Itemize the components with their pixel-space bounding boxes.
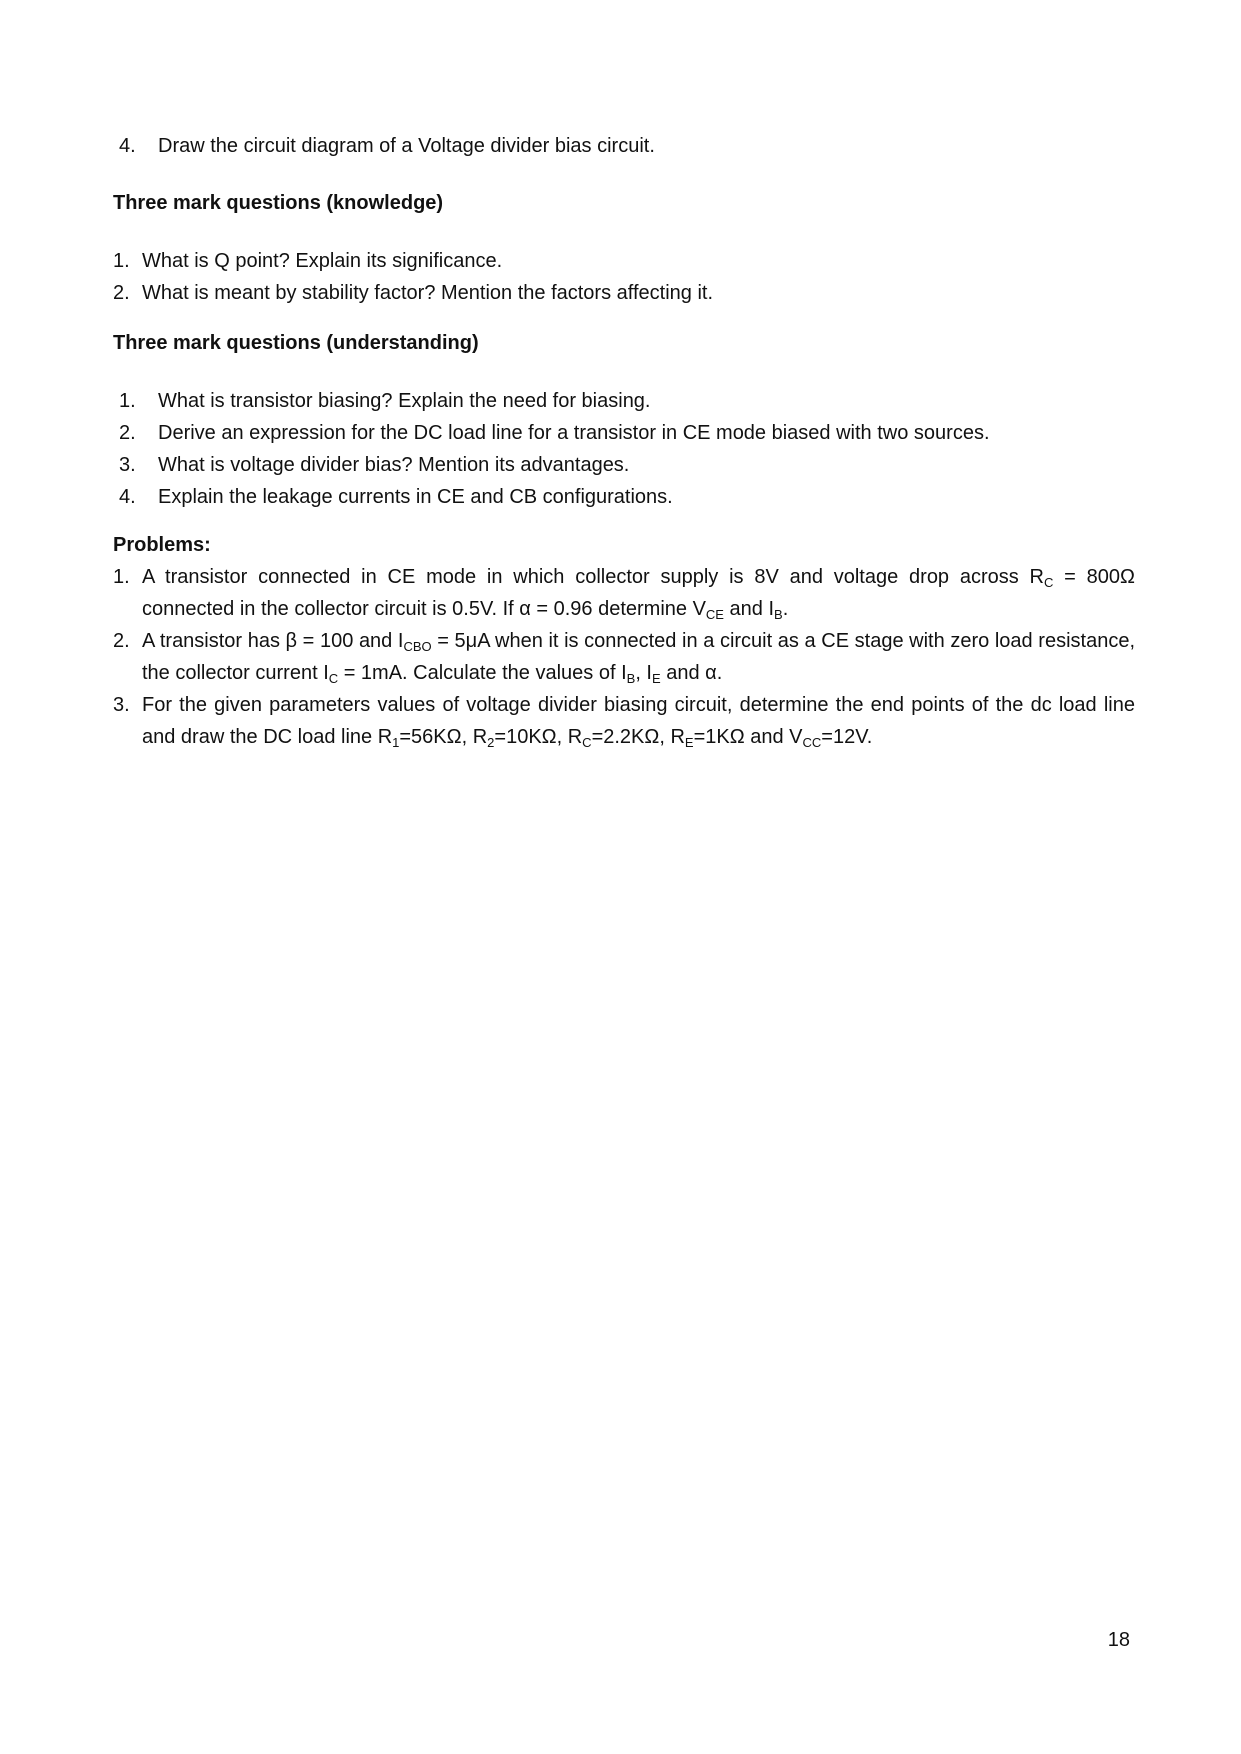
subscript: 2 <box>487 735 495 750</box>
problem-item-3 <box>113 689 1135 753</box>
list-item <box>113 385 1135 417</box>
item-text: Derive an expression for the DC load line for a transistor in CE mode biased with two sources. <box>158 422 990 444</box>
subscript: B <box>774 607 783 622</box>
understanding-list-container <box>113 385 1135 513</box>
problems-list <box>113 561 1135 753</box>
subscript: B <box>626 671 636 686</box>
list-item <box>113 481 1135 513</box>
item-text: What is Q point? Explain its significance. <box>142 250 503 272</box>
text-run: A transistor has β = 100 and I <box>142 630 404 652</box>
list-item <box>113 130 1135 162</box>
text-run: and I <box>723 598 775 620</box>
item-number: 4. <box>119 486 136 508</box>
text-run: . <box>782 598 789 620</box>
list-item <box>113 417 1135 449</box>
text-run: =2.2KΩ, R <box>591 726 685 748</box>
list-item <box>113 245 1135 277</box>
item-text: Explain the leakage currents in CE and CB configurations. <box>158 486 673 508</box>
problem-text <box>142 566 1135 620</box>
text-run: = 1mA. Calculate the values of I <box>338 662 627 684</box>
item-number: 3. <box>119 454 136 476</box>
subscript: C <box>328 671 339 686</box>
text-run: For the given parameters values of voltage divider biasing circuit, determine the end points of the dc load line and draw the DC load line R <box>142 694 1135 748</box>
text-run: = 800Ω connected in the collector circuit is 0.5V. If α = 0.96 determine V <box>142 566 1135 620</box>
top-question-list <box>113 130 1135 162</box>
item-number: 4. <box>119 135 136 157</box>
text-run: and α. <box>660 662 723 684</box>
subscript: 1 <box>392 735 400 750</box>
text-run: =1KΩ and V <box>693 726 803 748</box>
item-text: What is voltage divider bias? Mention its advantages. <box>158 454 630 476</box>
item-text: What is transistor biasing? Explain the need for biasing. <box>158 390 651 412</box>
text-run: =12V. <box>821 726 873 748</box>
understanding-question-list <box>113 385 1135 513</box>
item-number: 3. <box>113 694 130 716</box>
problem-item-1 <box>113 561 1135 625</box>
subscript: CE <box>705 607 724 622</box>
text-run: =56KΩ, R <box>399 726 488 748</box>
text-run: =10KΩ, R <box>494 726 583 748</box>
item-number: 2. <box>113 630 130 652</box>
knowledge-heading: Three mark questions (knowledge) <box>113 192 444 214</box>
understanding-section <box>113 327 1135 359</box>
subscript: CBO <box>403 639 432 654</box>
subscript: C <box>582 735 592 750</box>
text-run: A transistor connected in CE mode in which collector supply is 8V and voltage drop across R <box>142 566 1044 588</box>
problem-text <box>142 694 1135 748</box>
subscript: CC <box>802 735 822 750</box>
knowledge-section <box>113 187 1135 219</box>
item-number: 1. <box>119 390 136 412</box>
subscript: E <box>684 735 694 750</box>
page-number: 18 <box>1107 1629 1130 1651</box>
item-text: Draw the circuit diagram of a Voltage divider bias circuit. <box>158 135 655 157</box>
problem-item-2 <box>113 625 1135 689</box>
text-run: , I <box>635 662 652 684</box>
knowledge-question-list <box>113 245 1135 309</box>
top-question-list-container <box>113 130 1135 162</box>
problems-heading: Problems: <box>113 534 211 556</box>
item-number: 1. <box>113 250 130 272</box>
text-run: = 5μA when it is connected in a circuit as a CE stage with zero load resistance, the collector current I <box>142 630 1135 684</box>
list-item <box>113 449 1135 481</box>
problem-text <box>142 630 1135 684</box>
list-item <box>113 277 1135 309</box>
subscript: C <box>1044 575 1054 590</box>
item-number: 2. <box>113 282 130 304</box>
item-text: What is meant by stability factor? Mention the factors affecting it. <box>142 282 714 304</box>
problems-section <box>113 529 1135 753</box>
subscript: E <box>651 671 661 686</box>
item-number: 1. <box>113 566 130 588</box>
knowledge-list-container <box>113 245 1135 309</box>
understanding-heading: Three mark questions (understanding) <box>113 332 479 354</box>
item-number: 2. <box>119 422 136 444</box>
